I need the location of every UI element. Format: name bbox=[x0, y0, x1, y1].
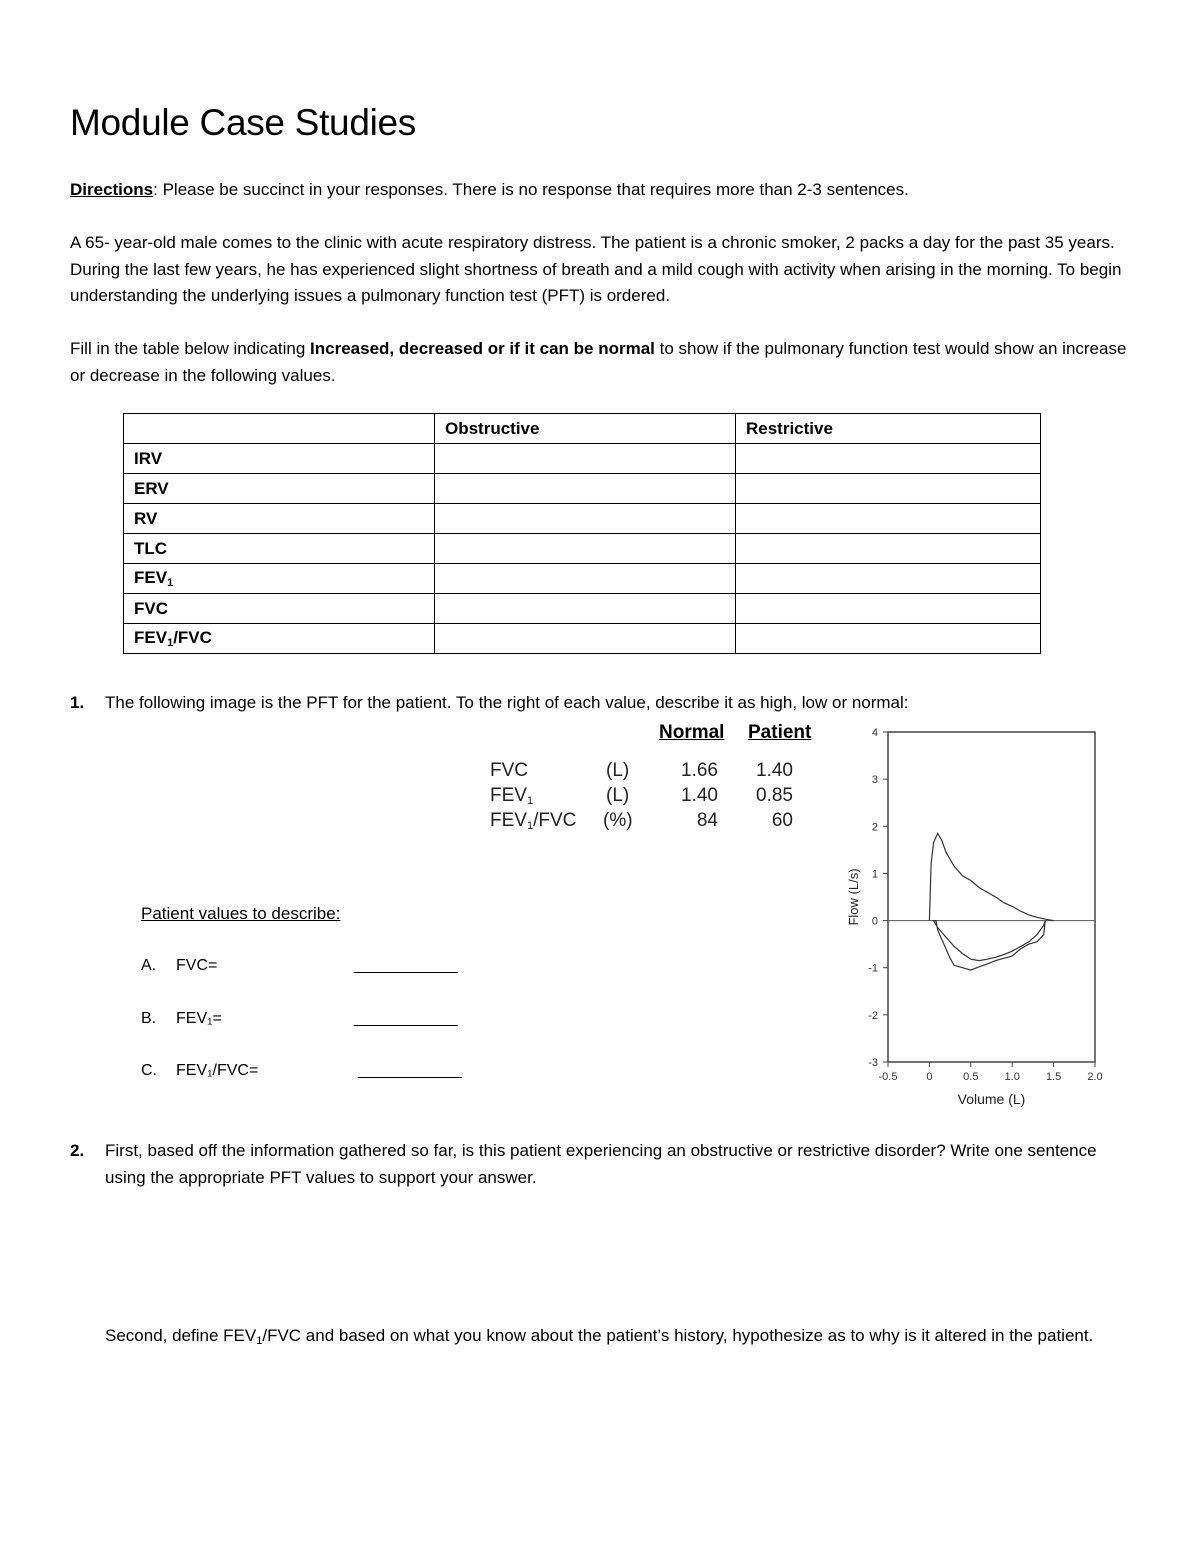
y-tick-label: 3 bbox=[871, 774, 878, 787]
y-tick-label: -2 bbox=[868, 1009, 878, 1022]
row-label-sub: 1 bbox=[167, 577, 174, 589]
cell-restrictive[interactable] bbox=[736, 594, 1041, 624]
y-axis-label: Flow (L/s) bbox=[846, 868, 861, 926]
row-label-erv: ERV bbox=[124, 474, 435, 504]
cell-restrictive[interactable] bbox=[736, 564, 1041, 594]
pft-tail: /FVC bbox=[533, 810, 577, 831]
pft-sub: 1 bbox=[526, 795, 534, 807]
pft-col-normal: Normal bbox=[659, 722, 725, 743]
second-part-a: Second, define FEV bbox=[105, 1326, 257, 1345]
question-2-text: First, based off the information gathered so far, is this patient experiencing an obstructive or restrictive disorder? Write one sentence using the appropriate PFT values to support your answer. bbox=[105, 1141, 1097, 1187]
row-label-text: FEV bbox=[134, 628, 168, 647]
y-tick-label: 0 bbox=[871, 915, 878, 928]
table-row bbox=[124, 444, 1041, 474]
describe-label-a: FVC= bbox=[176, 957, 218, 974]
x-tick-label: 2.0 bbox=[1087, 1071, 1103, 1083]
directions-label: Directions bbox=[70, 180, 154, 199]
pft-row-fvc-patient: 1.40 bbox=[756, 760, 793, 781]
x-tick-label: 1.5 bbox=[1045, 1071, 1062, 1083]
x-tick-label: 0.5 bbox=[963, 1071, 979, 1083]
table-header-blank bbox=[124, 414, 435, 444]
cell-obstructive[interactable] bbox=[435, 624, 736, 654]
plot-frame bbox=[888, 732, 1095, 1062]
pft-row-fvc-unit: (L) bbox=[606, 760, 630, 781]
pft-row-fev1-name bbox=[490, 785, 533, 807]
cell-obstructive[interactable] bbox=[435, 564, 736, 594]
x-axis-label: Volume (L) bbox=[957, 1091, 1026, 1107]
question-1-text: The following image is the PFT for the patient. To the right of each value, describe it as high, low or normal: bbox=[105, 693, 909, 712]
chart-series bbox=[929, 833, 1053, 970]
pft-comparison-table bbox=[123, 413, 1041, 654]
row-label-fvc: FVC bbox=[124, 594, 435, 624]
describe-blank-b[interactable]: _____________ bbox=[354, 1010, 457, 1027]
table-row bbox=[124, 474, 1041, 504]
pft-name: FEV bbox=[490, 810, 527, 831]
row-label-tlc: TLC bbox=[124, 534, 435, 564]
fill-in-prefix: Fill in the table below indicating bbox=[70, 339, 311, 358]
y-tick-label: 1 bbox=[871, 868, 878, 881]
cell-obstructive[interactable] bbox=[435, 474, 736, 504]
table-row bbox=[124, 564, 1041, 594]
pft-col-patient: Patient bbox=[748, 722, 812, 743]
pft-row-ratio-normal: 84 bbox=[696, 810, 718, 831]
pft-name: FEV bbox=[490, 785, 527, 806]
cell-obstructive[interactable] bbox=[435, 444, 736, 474]
fill-in-bold: Increased, decreased or if it can be normal bbox=[310, 339, 655, 358]
table-row bbox=[124, 624, 1041, 654]
chart-axes bbox=[868, 727, 1102, 1083]
x-tick-label: 0 bbox=[926, 1071, 933, 1083]
cell-obstructive[interactable] bbox=[435, 534, 736, 564]
fill-in-instructions bbox=[70, 336, 1135, 389]
inspiratory-curve bbox=[934, 921, 1046, 971]
pft-row-ratio-patient: 60 bbox=[771, 810, 793, 831]
x-tick-label: 1.0 bbox=[1004, 1071, 1020, 1083]
describe-heading: Patient values to describe: bbox=[141, 904, 341, 923]
pft-name: FVC bbox=[490, 760, 528, 781]
table-header-obstructive: Obstructive bbox=[435, 414, 736, 444]
describe-letter-b: B. bbox=[141, 1010, 157, 1027]
x-tick-label: -0.5 bbox=[878, 1071, 898, 1083]
describe-blank-a[interactable]: _____________ bbox=[354, 957, 457, 974]
pft-row-fvc-normal: 1.66 bbox=[681, 760, 718, 781]
case-description: A 65- year-old male comes to the clinic with acute respiratory distress. The patient is a chronic smoker, 2 packs a day for the past 35 years. During the last few years, he has experienced slight shortness of breath and a mild cough with activity when arising in the morning. To begin understanding the underlying issues a pulmonary function test (PFT) is ordered. bbox=[70, 233, 1122, 305]
row-label-text: FEV bbox=[134, 568, 168, 587]
y-tick-label: -3 bbox=[868, 1057, 878, 1069]
cell-restrictive[interactable] bbox=[736, 444, 1041, 474]
question-2-second-part bbox=[105, 1323, 1135, 1355]
pft-row-fev1-normal: 1.40 bbox=[681, 785, 718, 806]
describe-letter-a: A. bbox=[141, 957, 157, 974]
row-label-irv: IRV bbox=[124, 444, 435, 474]
second-part-b: /FVC and based on what you know about the patient’s history, hypothesize as to why is it altered in the patient. bbox=[262, 1326, 1094, 1345]
flow-volume-chart bbox=[840, 722, 1120, 1117]
cell-obstructive[interactable] bbox=[435, 504, 736, 534]
question-1-number: 1. bbox=[70, 693, 85, 712]
y-tick-label: -1 bbox=[868, 962, 878, 975]
cell-restrictive[interactable] bbox=[736, 474, 1041, 504]
row-label-sub: 1 bbox=[167, 637, 174, 649]
expiratory-curve bbox=[929, 833, 1053, 920]
pft-row-ratio-unit: (%) bbox=[603, 810, 633, 831]
describe-label-b: FEV₁= bbox=[176, 1010, 222, 1027]
describe-letter-c: C. bbox=[141, 1062, 157, 1079]
describe-label-c: FEV₁/FVC= bbox=[176, 1062, 259, 1079]
page-title: Module Case Studies bbox=[70, 102, 416, 143]
table-header-restrictive: Restrictive bbox=[736, 414, 1041, 444]
pft-row-fev1-unit: (L) bbox=[606, 785, 630, 806]
question-2 bbox=[70, 1138, 1135, 1187]
table-row bbox=[124, 594, 1041, 624]
y-tick-label: 2 bbox=[871, 821, 878, 834]
row-label-fev1 bbox=[124, 564, 435, 594]
row-label-fev1-fvc bbox=[124, 624, 435, 654]
cell-restrictive[interactable] bbox=[736, 504, 1041, 534]
pft-row-fvc-name bbox=[490, 760, 528, 782]
second-part-sub: 1 bbox=[256, 1335, 263, 1347]
cell-restrictive[interactable] bbox=[736, 534, 1041, 564]
table-row bbox=[124, 504, 1041, 534]
question-2-number: 2. bbox=[70, 1141, 85, 1160]
directions-text: : Please be succinct in your responses. There is no response that requires more than 2-3 sentences. bbox=[153, 180, 909, 199]
cell-restrictive[interactable] bbox=[736, 624, 1041, 654]
pft-row-fev1-patient: 0.85 bbox=[756, 785, 793, 806]
row-label-rv: RV bbox=[124, 504, 435, 534]
row-label-tail: /FVC bbox=[173, 628, 212, 647]
pft-sub: 1 bbox=[526, 820, 534, 832]
fill-in-suffix: to show if the pulmonary function test would show an increase or decrease in the following values. bbox=[70, 339, 1127, 385]
question-1 bbox=[70, 690, 1135, 717]
table-row bbox=[124, 534, 1041, 564]
table-header-row bbox=[124, 414, 1041, 444]
describe-blank-c[interactable]: _____________ bbox=[358, 1062, 461, 1079]
pft-row-ratio-name bbox=[490, 810, 576, 832]
directions bbox=[70, 177, 1135, 204]
cell-obstructive[interactable] bbox=[435, 594, 736, 624]
y-tick-label: 4 bbox=[871, 727, 878, 739]
